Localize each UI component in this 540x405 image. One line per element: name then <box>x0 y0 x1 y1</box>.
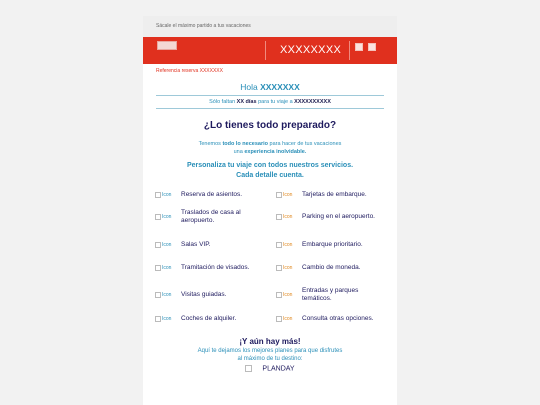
section-title: ¿Lo tienes todo preparado? <box>203 120 337 131</box>
service-item[interactable] <box>276 191 382 199</box>
service-icon: Icon <box>276 214 302 220</box>
intro-text-part: una <box>233 149 243 155</box>
service-icon: Icon <box>155 214 181 220</box>
service-icon: Icon <box>276 192 302 198</box>
more-line: Aquí te dejamos los mejores planes para que disfrutes <box>197 348 343 354</box>
service-item[interactable] <box>155 291 261 299</box>
service-item[interactable] <box>155 315 261 323</box>
image-placeholder-icon <box>245 365 252 372</box>
countdown-destination: XXXXXXXXXX <box>294 99 331 105</box>
service-label: Salas VIP. <box>181 241 211 248</box>
service-item[interactable] <box>155 191 261 199</box>
more-line: al máximo de tu destino: <box>237 356 303 362</box>
service-icon: Icon <box>276 265 302 271</box>
personalize-text <box>143 161 397 181</box>
booking-code: XXXXXXXX <box>280 44 342 56</box>
booking-reference: Referencia reserva XXXXXXX <box>156 68 223 74</box>
service-label: Consulta otras opciones. <box>302 315 374 322</box>
service-icon: Icon <box>155 316 181 322</box>
intro-text-bold: todo lo necesario <box>222 141 268 147</box>
service-item[interactable] <box>276 264 382 272</box>
countdown-middle: para tu viaje a <box>258 99 293 105</box>
service-item[interactable] <box>155 241 261 249</box>
intro-text <box>143 140 397 156</box>
service-item[interactable] <box>155 264 261 272</box>
intro-text-bold: experiencia inolvidable. <box>244 149 307 155</box>
service-label: Reserva de asientos. <box>181 191 243 198</box>
app-icon[interactable] <box>355 43 363 51</box>
intro-text-part: Tenemos <box>198 141 221 147</box>
more-title: ¡Y aún hay más! <box>239 337 301 346</box>
services-grid <box>143 187 397 337</box>
countdown-text <box>143 99 397 105</box>
service-icon: Icon <box>155 292 181 298</box>
more-subtitle <box>143 347 397 363</box>
personalize-line: Cada detalle cuenta. <box>236 172 304 179</box>
greeting <box>143 82 397 92</box>
header-bar <box>143 37 397 64</box>
countdown-days: XX días <box>236 99 257 105</box>
service-label: Tarjetas de embarque. <box>302 191 367 198</box>
service-label: Embarque prioritario. <box>302 241 363 248</box>
partner-name: PLANDAY <box>262 365 295 373</box>
service-icon: Icon <box>155 242 181 248</box>
header-divider <box>265 41 266 60</box>
service-item[interactable] <box>276 213 382 221</box>
service-label: Parking en el aeropuerto. <box>302 213 375 220</box>
email-body <box>143 16 397 405</box>
partner-logo[interactable] <box>143 365 397 372</box>
service-label: Traslados de casa al aeropuerto. <box>181 209 241 224</box>
service-label: Visitas guiadas. <box>181 291 227 298</box>
countdown-prefix: Sólo faltan <box>209 99 236 105</box>
header-divider-2 <box>349 41 350 60</box>
service-item[interactable] <box>276 241 382 249</box>
service-icon: Icon <box>276 242 302 248</box>
service-icon: Icon <box>276 292 302 298</box>
service-item[interactable] <box>155 209 261 225</box>
service-icon: Icon <box>155 265 181 271</box>
intro-text-part: para hacer de tus vacaciones <box>269 141 342 147</box>
service-icon: Icon <box>276 316 302 322</box>
customer-name: XXXXXXX <box>260 82 300 92</box>
service-label: Coches de alquiler. <box>181 315 237 322</box>
greeting-prefix: Hola <box>240 82 258 92</box>
service-icon: Icon <box>155 192 181 198</box>
account-icon[interactable] <box>368 43 376 51</box>
divider <box>156 95 384 96</box>
preheader-text: Sácale el máximo partido a tus vacaciones <box>143 16 397 37</box>
service-label: Cambio de moneda. <box>302 264 361 271</box>
personalize-line: Personaliza tu viaje con todos nuestros servicios. <box>186 162 354 169</box>
brand-logo-image[interactable] <box>157 41 177 50</box>
service-item[interactable] <box>276 287 382 303</box>
divider <box>156 108 384 109</box>
service-item[interactable] <box>276 315 382 323</box>
service-label: Tramitación de visados. <box>181 264 250 271</box>
service-label: Entradas y parques temáticos. <box>302 287 359 302</box>
